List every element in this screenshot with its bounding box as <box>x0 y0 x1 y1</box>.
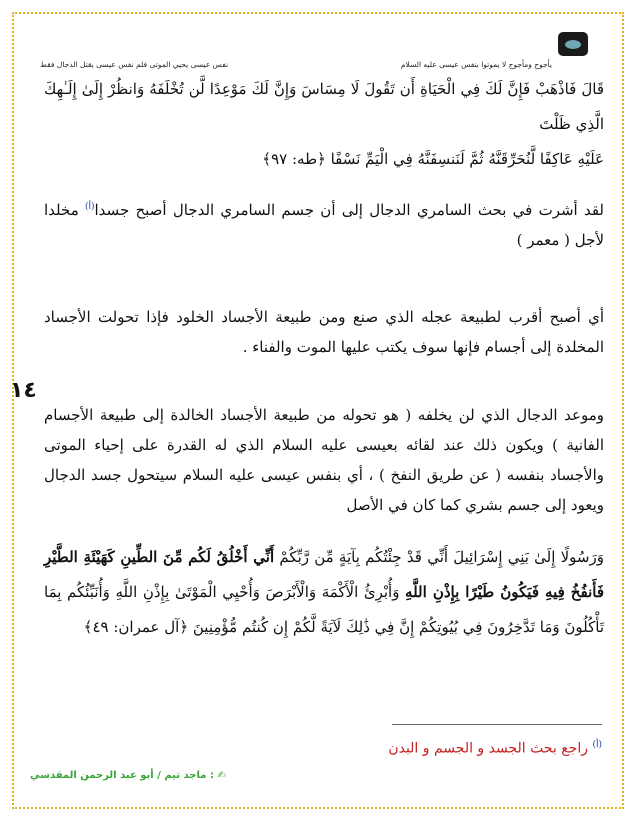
verse-al-imran-bold: أَنِّي أَخْلُقُ لَكُم مِّنَ الطِّينِ كَهَيْئَةِ الطَّيْرِ فَأَنفُخُ فِيهِ فَيَكُونُ طَيْرًا بِإِذْنِ اللَّهِ <box>44 548 604 601</box>
paragraph-1 <box>44 192 604 255</box>
paragraph-2: أي أصبح أقرب لطبيعة عجله الذي صنع ومن طبيعة الأجساد الخلود فإذا تحولت الأجساد المخلدة إلى أجسام فإنها سوف يكتب عليها الموت والفناء . <box>44 308 604 356</box>
header-right-title: يأجوج ومأجوج لا يموتوا بنفس عيسى عليه السلام <box>400 60 552 69</box>
footnote-text: راجع بحث الجسد و الجسم و البدن <box>388 740 593 757</box>
footnote-separator <box>392 724 602 725</box>
header-left-title: نفس عيسى يحيي الموتى فلم نفس عيسى يقتل الدجال فقط <box>40 60 229 69</box>
footnote <box>388 740 602 757</box>
paragraph-1-rest: مخلدا لأجل ( معمر ) <box>44 201 604 249</box>
verse-al-imran-part-1: وَرَسُولًا إِلَىٰ بَنِي إِسْرَائِيلَ أَنِّي قَدْ جِئْتُكُم بِآيَةٍ مِّن رَّبِّكُمْ <box>274 548 604 566</box>
footnote-mark: (أ) <box>592 740 602 750</box>
header-logo <box>558 32 588 56</box>
footer-author: ✍ : ماجد تيم / أبو عبد الرحمن المقدسي <box>30 770 226 781</box>
verse-taha-line-1: قَالَ فَاذْهَبْ فَإِنَّ لَكَ فِي الْحَيَاةِ أَن تَقُولَ لَا مِسَاسَ وَإِنَّ لَكَ مَوْعِدًا لَّن تُخْلَفَهُ وَانظُرْ إِلَىٰ إِلَـٰهِكَ الَّذِي ظَلْتَ <box>44 80 604 133</box>
verse-taha <box>44 72 604 177</box>
verse-al-imran <box>44 540 604 645</box>
verse-taha-line-2: عَلَيْهِ عَاكِفًا لَّنُحَرِّقَنَّهُ ثُمَّ لَنَنسِفَنَّهُ فِي الْيَمِّ نَسْفًا ﴿طه: ٩٧﴾ <box>262 150 604 168</box>
verse-al-imran-part-2: وَأُبْرِئُ الْأَكْمَهَ وَالْأَبْرَصَ وَأُحْيِي الْمَوْتَىٰ بِإِذْنِ اللَّهِ وَأُنَبِّئُكُم بِمَا تَأْكُلُونَ وَمَا تَدَّخِرُونَ فِي بُيُوتِكُمْ إِنَّ فِي ذَٰلِكَ لَآيَةً لَّكُمْ إِن كُنتُم مُّؤْمِنِينَ ﴿آل عمران: ٤٩﴾ <box>44 583 604 636</box>
paragraph-1-text: لقد أشرت في بحث السامري الدجال إلى أن جسم السامري الدجال أصبح جسدا <box>94 201 604 219</box>
page-number: ١٤ <box>10 378 37 403</box>
paragraph-3: وموعد الدجال الذي لن يخلفه ( هو تحوله من طبيعة الأجساد الخالدة إلى طبيعة الأجسام الفانية ) ويكون ذلك عند لقائه بعيسى عليه السلام الذي له القدرة على إحياء الموتى والأجساد بنفسه ( عن طريق النفخ ) ، أي بنفس عيسى عليه السلام سيتحول جسد الدجال ويعود إلى جسم بشري كما كان في الأصل <box>44 406 604 514</box>
footnote-ref[interactable]: (أ) <box>84 202 95 212</box>
